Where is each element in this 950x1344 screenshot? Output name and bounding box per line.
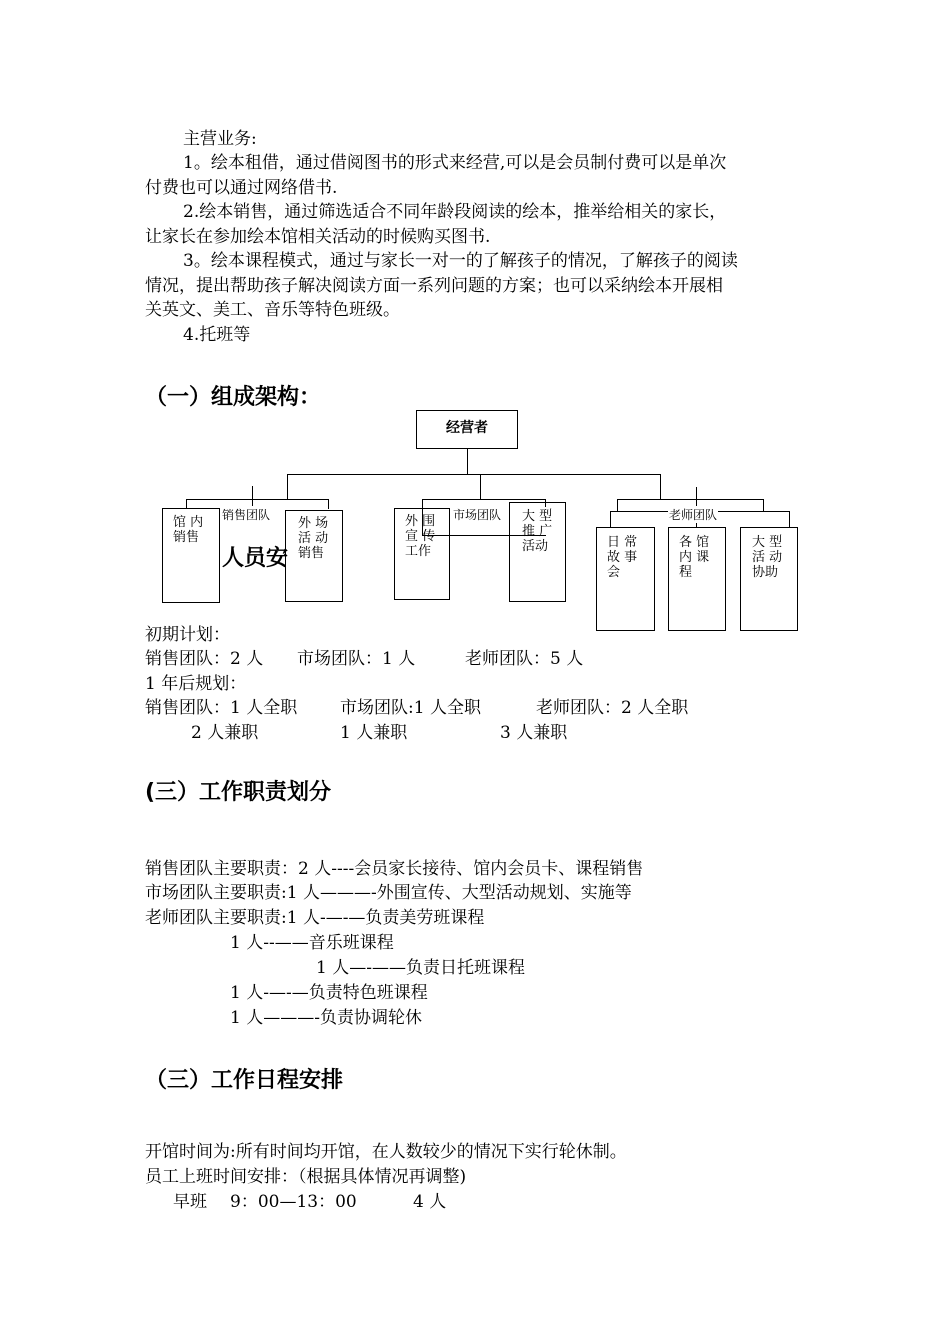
- teacher-box-b-label: 各 馆 内 课 程: [679, 535, 710, 580]
- business-heading: 主营业务:: [183, 129, 257, 149]
- org-top-label: 经营者: [446, 420, 488, 436]
- business-item-2-line-1: 2.绘本销售，通过筛选适合不同年龄段阅读的绘本，推举给相关的家长，: [183, 202, 727, 222]
- market-box-b: [509, 502, 566, 602]
- market-box-a-label: 外 围 宣 传 工作: [405, 514, 436, 559]
- org-connector-horizontal: [287, 474, 661, 475]
- shift-name: 早班: [173, 1192, 207, 1212]
- org-top-box: [416, 410, 518, 449]
- initial-plan-label: 初期计划：: [145, 625, 230, 645]
- staff-heading-partial: 人员安: [222, 546, 289, 571]
- initial-market: 市场团队：1 人: [297, 649, 416, 669]
- sales-box-b-label: 外 场 活 动 销售: [298, 516, 329, 561]
- sales-group-tick-right: [328, 499, 329, 509]
- business-item-3-line-1: 3。绘本课程模式，通过与家长一对一的了解孩子的情况，了解孩子的阅读: [183, 251, 738, 271]
- org-connector-market: [480, 474, 481, 499]
- schedule-heading: （三）工作日程安排: [145, 1068, 344, 1093]
- market-team-label: 市场团队: [453, 508, 502, 522]
- teacher-box-a-label: 日 常 故 事 会: [607, 535, 638, 580]
- teacher-group-drop-left: [610, 511, 611, 527]
- market-box-a: [394, 508, 450, 600]
- business-item-4: 4.托班等: [183, 325, 251, 345]
- duty-market: 市场团队主要职责:1 人———-外围宣传、大型活动规划、实施等: [145, 883, 632, 903]
- org-connector-top: [467, 449, 468, 474]
- shift-time: 9：00—13：00: [230, 1192, 357, 1212]
- business-item-1-line-2: 付费也可以通过网络借书.: [145, 178, 338, 198]
- business-item-3-line-2: 情况，提出帮助孩子解决阅读方面一系列问题的方案；也可以采纳绘本开展相: [145, 276, 723, 296]
- duty-teacher-3: 1 人—-——负责日托班课程: [316, 958, 525, 978]
- teacher-box-c-label: 大 型 活 动 协助: [752, 535, 783, 580]
- duty-teacher-4: 1 人-—-—负责特色班课程: [230, 983, 428, 1003]
- teacher-group-drop-right: [789, 511, 790, 527]
- sales-box-a-label: 馆 内 销售: [173, 515, 204, 545]
- later-market: 市场团队:1 人全职: [340, 698, 481, 718]
- later-teacher: 老师团队：2 人全职: [536, 698, 689, 718]
- initial-sales: 销售团队：2 人: [145, 649, 264, 669]
- duties-heading: (三）工作职责划分: [145, 780, 332, 805]
- duty-sales: 销售团队主要职责：2 人----会员家长接待、馆内会员卡、课程销售: [145, 859, 644, 879]
- open-hours: 开馆时间为:所有时间均开馆，在人数较少的情况下实行轮休制。: [145, 1142, 627, 1162]
- market-group-line: [422, 499, 546, 500]
- shift-count: 4 人: [413, 1192, 447, 1212]
- sales-box-b: [285, 510, 343, 602]
- teacher-box-a: [596, 527, 655, 631]
- teacher-box-b: [668, 527, 726, 631]
- later-plan-label: 1 年后规划：: [145, 674, 247, 694]
- teacher-team-label: 老师团队: [669, 508, 718, 522]
- org-connector-sales: [287, 474, 288, 499]
- sales-group-line: [186, 499, 329, 500]
- sales-box-a: [162, 508, 220, 603]
- later-teacher-parttime: 3 人兼职: [500, 723, 568, 743]
- org-heading: （一）组成架构：: [145, 385, 322, 410]
- business-item-1-line-1: 1。绘本租借，通过借阅图书的形式来经营,可以是会员制付费可以是单次: [183, 153, 727, 173]
- initial-teacher: 老师团队：5 人: [465, 649, 584, 669]
- market-box-b-label: 大 型 推 广 活动: [522, 509, 553, 554]
- duty-teacher-2: 1 人--——音乐班课程: [230, 933, 394, 953]
- teacher-group-line: [617, 499, 764, 500]
- duty-teacher-1: 老师团队主要职责:1 人-—-—负责美劳班课程: [145, 908, 485, 928]
- staff-time: 员工上班时间安排：（根据具体情况再调整): [145, 1167, 467, 1187]
- later-sales: 销售团队：1 人全职: [145, 698, 298, 718]
- business-item-3-line-3: 关英文、美工、音乐等特色班级。: [145, 300, 400, 320]
- later-sales-parttime: 2 人兼职: [191, 723, 259, 743]
- duty-teacher-5: 1 人———-负责协调轮休: [230, 1008, 422, 1028]
- business-item-2-line-2: 让家长在参加绘本馆相关活动的时候购买图书.: [145, 227, 491, 247]
- teacher-box-c: [740, 527, 798, 631]
- org-connector-teacher: [660, 474, 661, 499]
- sales-team-label: 销售团队: [222, 508, 271, 522]
- later-market-parttime: 1 人兼职: [340, 723, 408, 743]
